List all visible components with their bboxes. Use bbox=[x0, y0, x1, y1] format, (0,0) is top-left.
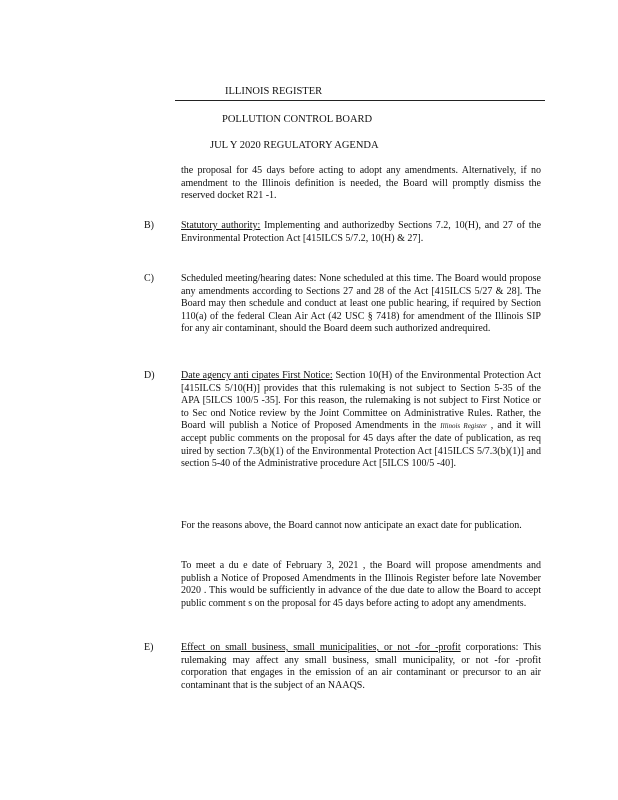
item-d-paragraph bbox=[181, 370, 541, 471]
item-d-text-2: , and it will accept public comments on the proposal for 45 days after the date of publication, as req uired by section 7.3(b)(1) of the Environmental Protection Act [415ILCS 5/7.3(b)(1)] and section 5-40 of the Administrative procedure Act [5ILCS 100/5 -40]. bbox=[181, 420, 541, 470]
agenda-title: JUL Y 2020 REGULATORY AGENDA bbox=[210, 140, 379, 151]
item-e-paragraph bbox=[181, 642, 541, 692]
item-d-paragraph-3: To meet a du e date of February 3, 2021 , the Board will propose amendments and publish a Notice of Proposed Amendments in the Illinois Register before late November 2020 . This would be sufficiently in advance of the due date to allow the Board to accept public comment s on the proposal for 45 days before acting to adopt any amendments. bbox=[181, 560, 541, 609]
item-e-heading: Effect on small business, small municipalities, or not -for -profit bbox=[181, 642, 461, 653]
header-rule bbox=[175, 100, 545, 101]
item-d-label: D) bbox=[144, 370, 155, 381]
item-d-heading: Date agency anti cipates First Notice: bbox=[181, 370, 333, 381]
item-c-paragraph: Scheduled meeting/hearing dates: None scheduled at this time. The Board would propose any amendments according to Sections 27 and 28 of the Act [415ILCS 5/27 & 28]. The Board may then schedule and conduct at least one public hearing, if required by Section 110(a) of the federal Clean Air Act (42 USC § 7418) for amendment of the Illinois SIP for any air contaminant, should the Board deem such authorized andrequired. bbox=[181, 273, 541, 335]
item-b-heading: Statutory authority: bbox=[181, 220, 261, 231]
item-b-label: B) bbox=[144, 220, 154, 231]
register-title: ILLINOIS REGISTER bbox=[225, 86, 323, 97]
item-b-text: Implementing and authorizedby Sections 7.2, 10(H), and 27 of the Environmental Protection Act [415ILCS 5/7.2, 10(H) & 27]. bbox=[181, 220, 542, 244]
item-d-paragraph-2: For the reasons above, the Board cannot now anticipate an exact date for publication. bbox=[181, 520, 522, 531]
item-e-text: corporations: This rulemaking may affect any small business, small municipality, or not -for -profit corporation that engages in the emission of an air contaminant or precursor to an air contaminant that is the subject of an NAAQS. bbox=[181, 642, 541, 691]
item-c-label: C) bbox=[144, 273, 154, 284]
item-b-paragraph bbox=[181, 220, 541, 245]
illinois-register-italic: Illinois Register bbox=[440, 422, 487, 431]
item-d-text-1: Section 10(H) of the Environmental Protection Act [415ILCS 5/10(H)] provides that this rulemaking is not subject to Section 5-35 of the APA [5ILCS 100/5 -35]. For this reason, the rulemaking is not subject to First Notice or to Sec ond Notice review by the Joint Committee on Administrative Rules. Rather, the Board will publish a Notice of Proposed Amendments in the bbox=[181, 370, 541, 432]
intro-paragraph: the proposal for 45 days before acting to adopt any amendments. Alternatively, if no amendment to the Illinois definition is needed, the Board will promptly dismiss the reserved docket R21 -1. bbox=[181, 165, 541, 202]
item-e-label: E) bbox=[144, 642, 154, 653]
board-title: POLLUTION CONTROL BOARD bbox=[222, 114, 373, 125]
